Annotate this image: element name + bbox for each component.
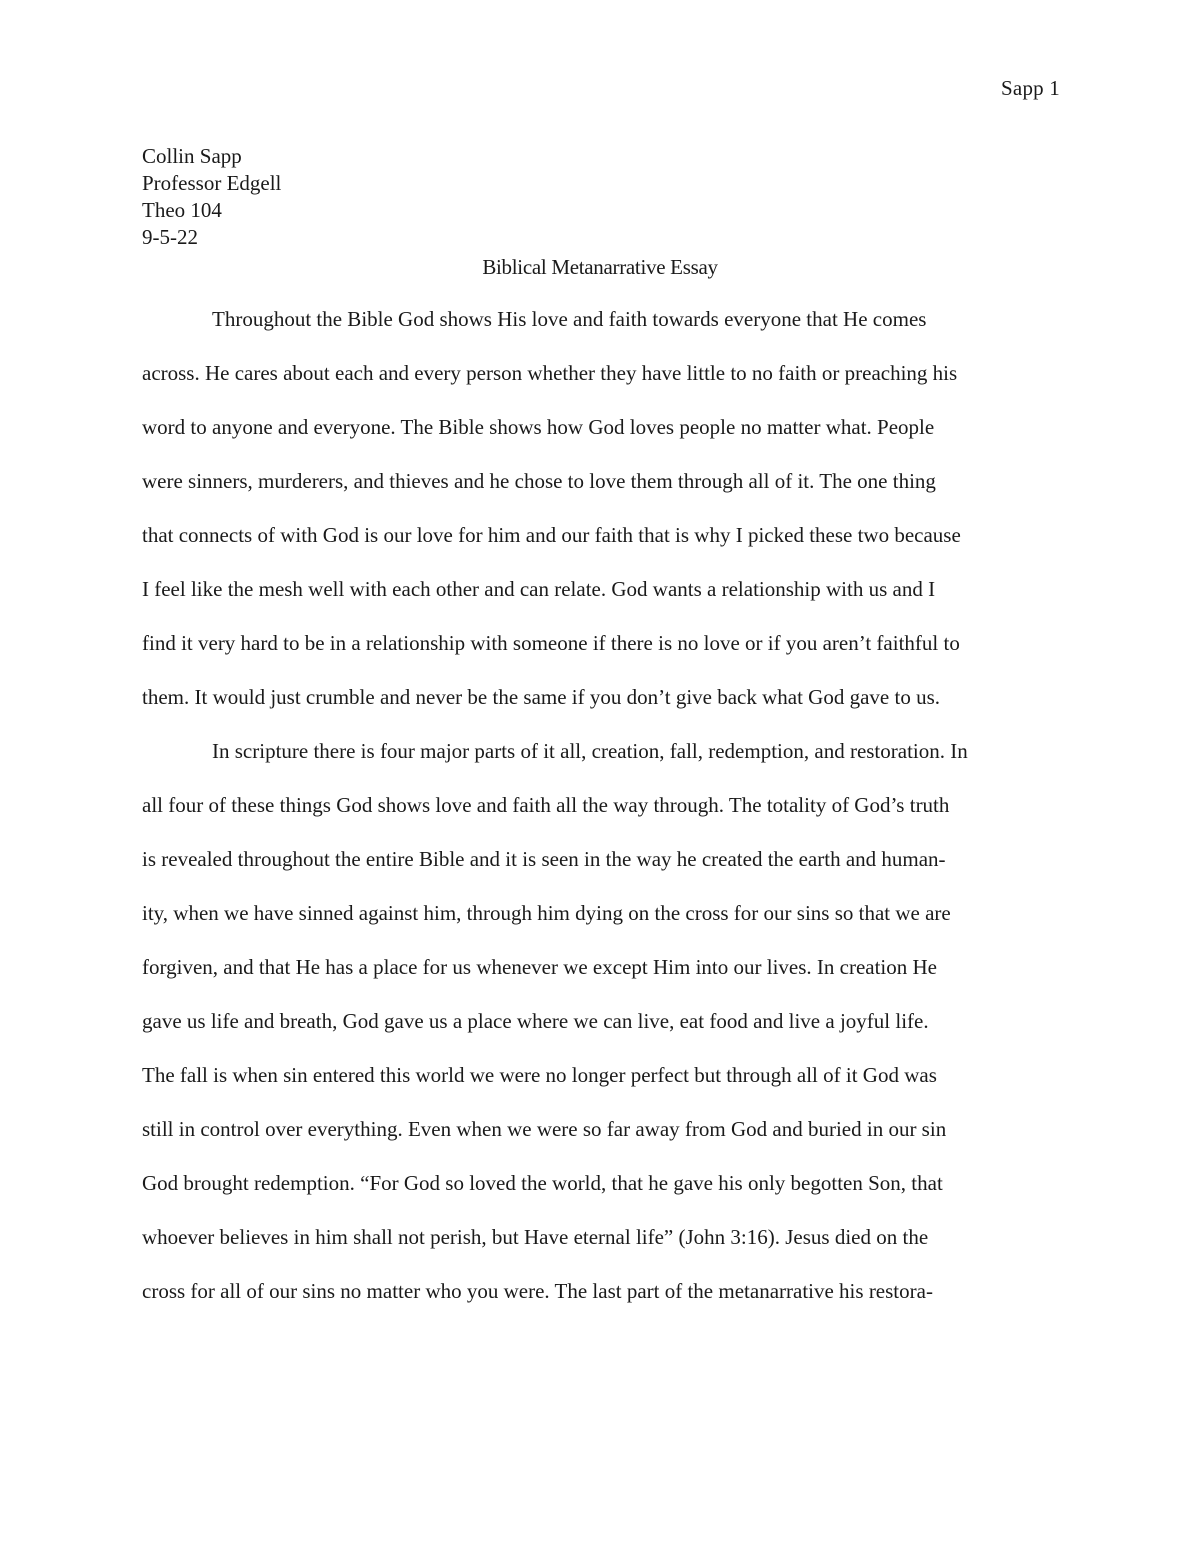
paragraph-2-line: cross for all of our sins no matter who you were. The last part of the metanarrative his restora-	[142, 1279, 933, 1303]
paragraph-2-line: still in control over everything. Even when we were so far away from God and buried in our sin	[142, 1117, 947, 1141]
paragraph-2-line: In scripture there is four major parts of it all, creation, fall, redemption, and restoration. In	[212, 739, 968, 763]
paragraph-1-line: across. He cares about each and every person whether they have little to no faith or preaching his	[142, 361, 958, 385]
paragraph-2-line: ity, when we have sinned against him, through him dying on the cross for our sins so that we are	[142, 901, 951, 925]
paragraph-1-line: find it very hard to be in a relationship with someone if there is no love or if you aren’t faithful to	[142, 631, 960, 655]
paragraph-2-line: all four of these things God shows love and faith all the way through. The totality of God’s truth	[142, 793, 950, 817]
paragraph-1-line: were sinners, murderers, and thieves and he chose to love them through all of it. The one thing	[142, 469, 936, 493]
course-name: Theo 104	[142, 198, 222, 222]
paragraph-1-line: Throughout the Bible God shows His love and faith towards everyone that He comes	[212, 307, 927, 331]
paragraph-1-line: that connects of with God is our love for him and our faith that is why I picked these two because	[142, 523, 961, 547]
paragraph-1-line: word to anyone and everyone. The Bible shows how God loves people no matter what. People	[142, 415, 935, 439]
paragraph-1-line: them. It would just crumble and never be the same if you don’t give back what God gave to us.	[142, 685, 940, 709]
paragraph-2-line: gave us life and breath, God gave us a place where we can live, eat food and live a joyful life.	[142, 1009, 929, 1033]
paragraph-1-line: I feel like the mesh well with each other and can relate. God wants a relationship with us and I	[142, 577, 936, 601]
running-header: Sapp 1	[1001, 76, 1060, 100]
paragraph-2-line: forgiven, and that He has a place for us whenever we except Him into our lives. In creation He	[142, 955, 937, 979]
essay-title: Biblical Metanarrative Essay	[482, 255, 718, 279]
date: 9-5-22	[142, 225, 198, 249]
mla-heading	[142, 143, 281, 251]
paragraph-2-line: The fall is when sin entered this world we were no longer perfect but through all of it God was	[142, 1063, 937, 1087]
instructor-name: Professor Edgell	[142, 171, 282, 195]
paragraph-2-line: is revealed throughout the entire Bible and it is seen in the way he created the earth and human-	[142, 847, 946, 871]
author-name: Collin Sapp	[142, 144, 242, 168]
paragraph-2-line: God brought redemption. “For God so loved the world, that he gave his only begotten Son, that	[142, 1171, 943, 1195]
paragraph-2-line: whoever believes in him shall not perish, but Have eternal life” (John 3:16). Jesus died on the	[142, 1225, 929, 1249]
